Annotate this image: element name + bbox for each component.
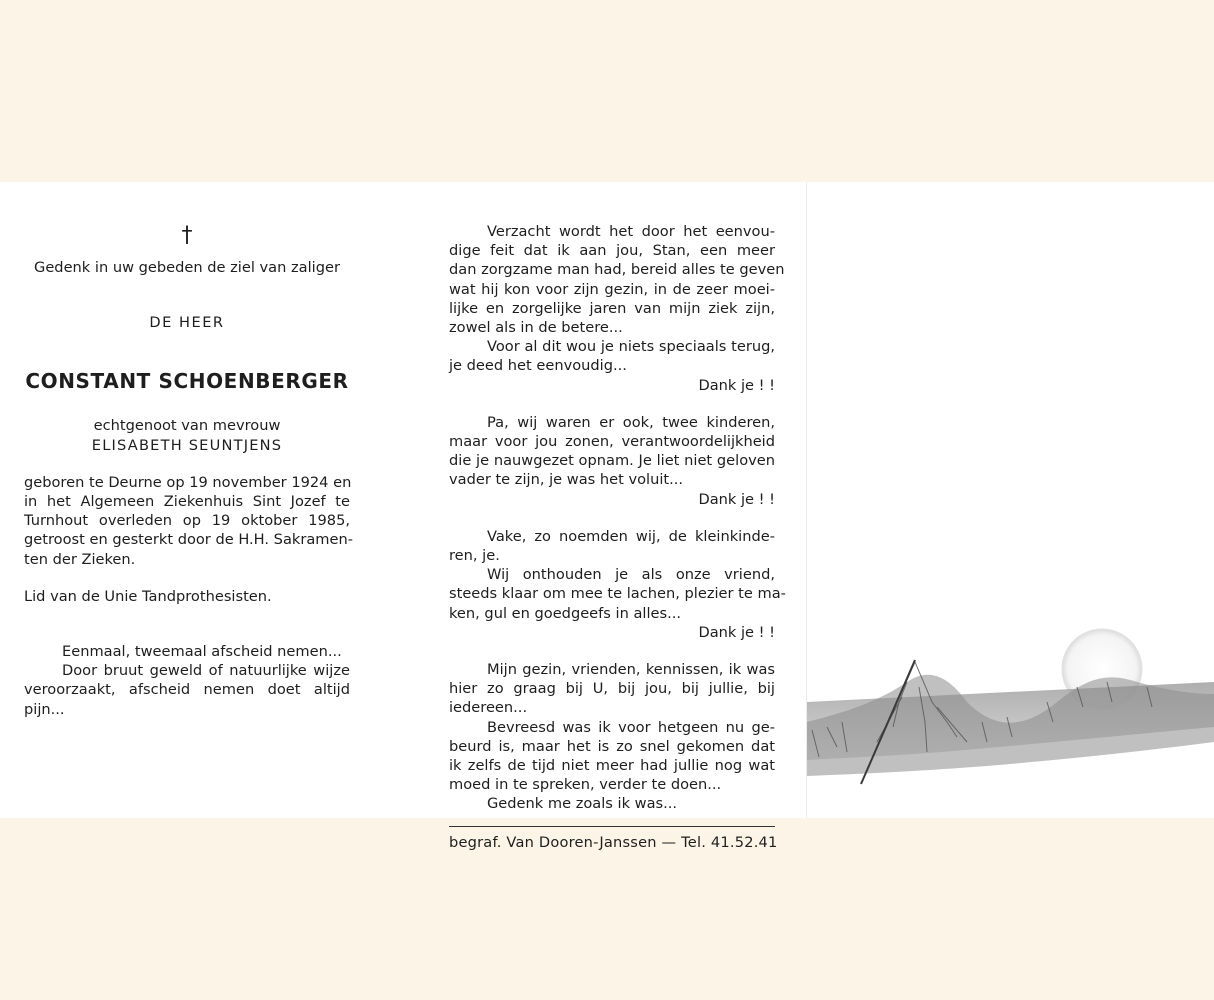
- text-line: iedereen...: [449, 699, 528, 717]
- poem-line: pijn...: [24, 700, 65, 718]
- text-line: vader te zijn, je was het voluit...: [449, 471, 684, 489]
- footer-divider: [449, 826, 775, 827]
- middle-panel: [449, 222, 786, 852]
- text-block-2: [449, 413, 775, 509]
- funeral-director-footer: begraf. Van Dooren-Janssen — Tel. 41.52.41: [449, 833, 778, 851]
- intro-text: Gedenk in uw gebeden de ziel van zaliger: [34, 259, 340, 276]
- thanks-line: Dank je ! !: [698, 376, 775, 394]
- text-line: moed in te spreken, verder te doen...: [449, 776, 722, 794]
- bio-paragraph: [24, 473, 353, 569]
- bio-line: Turnhout overleden op 19 oktober 1985,: [24, 512, 350, 530]
- bio-line: geboren te Deurne op 19 november 1924 en: [24, 473, 352, 491]
- text-line: wat hij kon voor zijn gezin, in de zeer moei-: [449, 280, 775, 298]
- thanks-line: Dank je ! !: [698, 623, 775, 641]
- text-line: Voor al dit wou je niets speciaals terug,: [487, 338, 775, 356]
- title-de-heer: DE HEER: [149, 314, 225, 332]
- spouse-label: echtgenoot van mevrouw: [93, 417, 281, 435]
- text-line: lijke en zorgelijke jaren van mijn ziek zijn,: [449, 299, 775, 317]
- text-line: ken, gul en goedgeefs in alles...: [449, 604, 682, 622]
- text-line: steeds klaar om mee te lachen, plezier te ma-: [449, 585, 786, 603]
- poem-paragraph: [24, 642, 350, 719]
- text-line: hier zo graag bij U, bij jou, bij jullie, bij: [449, 680, 775, 698]
- text-block-1: [449, 222, 785, 395]
- text-line: dige feit dat ik aan jou, Stan, een meer: [449, 242, 775, 260]
- text-block-3: [449, 527, 786, 642]
- text-line: Gedenk me zoals ik was...: [487, 795, 678, 813]
- poem-line: Door bruut geweld of natuurlijke wijze: [62, 662, 350, 680]
- text-line: Vake, zo noemden wij, de kleinkinde-: [487, 527, 775, 545]
- text-line: Wij onthouden je als onze vriend,: [487, 566, 775, 584]
- membership-text: Lid van de Unie Tandprothesisten.: [24, 587, 272, 605]
- text-line: Pa, wij waren er ook, twee kinderen,: [487, 413, 775, 431]
- memorial-card: [0, 182, 1214, 851]
- spouse-name: ELISABETH SEUNTJENS: [91, 436, 283, 454]
- bio-line: getroost en gesterkt door de H.H. Sakramen-: [24, 531, 353, 549]
- bio-line: ten der Zieken.: [24, 550, 136, 568]
- bio-line: in het Algemeen Ziekenhuis Sint Jozef te: [24, 493, 350, 511]
- text-line: beurd is, maar het is zo snel gekomen dat: [449, 737, 775, 755]
- poem-line: Eenmaal, tweemaal afscheid nemen...: [62, 643, 342, 661]
- text-line: dan zorgzame man had, bereid alles te geven: [449, 261, 785, 279]
- thanks-line: Dank je ! !: [698, 490, 775, 508]
- text-line: die je nauwgezet opnam. Je liet niet geloven: [449, 452, 775, 470]
- text-block-4: [449, 660, 775, 814]
- text-line: ik zelfs de tijd niet meer had jullie nog wat: [449, 757, 775, 775]
- text-line: ren, je.: [449, 547, 500, 565]
- text-line: Mijn gezin, vrienden, kennissen, ik was: [487, 661, 775, 679]
- cross-icon: †: [181, 223, 193, 248]
- left-panel: [24, 222, 353, 719]
- sunset-landscape-drawing-icon: [807, 182, 1214, 818]
- text-line: je deed het eenvoudig...: [449, 357, 627, 375]
- text-line: Verzacht wordt het door het eenvou-: [487, 223, 775, 240]
- text-line: maar voor jou zonen, verantwoordelijkheid: [449, 433, 775, 451]
- deceased-name: CONSTANT SCHOENBERGER: [25, 369, 349, 394]
- poem-line: veroorzaakt, afscheid nemen doet altijd: [24, 681, 350, 699]
- text-line: zowel als in de betere...: [449, 319, 623, 337]
- text-line: Bevreesd was ik voor hetgeen nu ge-: [487, 718, 775, 736]
